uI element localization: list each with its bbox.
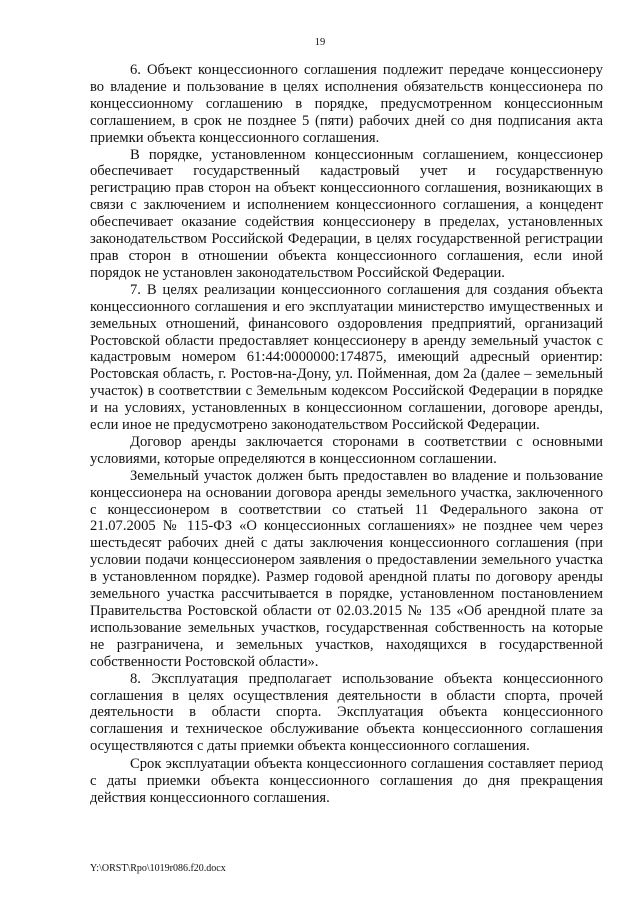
paragraph-registration: В порядке, установленном концессионным соглашением, концессионер обеспечивает государственный кадастровый учет и государственную регистрацию прав сторон на объект концессионного соглашения, возникающих в связи с заключением и исполнением концессионного соглашения, а концедент обеспечивает оказание содействия концессионеру в пределах, установленных законодательством Российской Федерации, в целях государственной регистрации прав сторон в отношении объекта концессионного соглашения, если иной порядок не установлен законодательством Российской Федерации. [90,146,603,281]
paragraph-clause-7: 7. В целях реализации концессионного соглашения для создания объекта концессионного соглашения и его эксплуатации министерство имущественных и земельных отношений, финансового оздоровления предприятий, организаций Ростовской области предоставляет концессионеру в аренду земельный участок с кадастровым номером 61:44:0000000:174875, имеющий адресный ориентир: Ростовская область, г. Ростов-на-Дону, ул. Пойменная, дом 2а (далее – земельный участок) в соответствии с Земельным кодексом Российской Федерации в порядке и на условиях, установленных в концессионном соглашении, договоре аренды, если иное не предусмотрено законодательством Российской Федерации. [90,281,603,434]
paragraph-land-plot: Земельный участок должен быть предоставлен во владение и пользование концессионера на основании договора аренды земельного участка, заключенного с концессионером в соответствии со статьей 11 Федерального закона от 21.07.2005 № 115-ФЗ «О концессионных соглашениях» не позднее чем через шестьдесят рабочих дней с даты заключения концессионного соглашения (при условии подачи концессионером заявления о предоставлении земельного участка в установленном порядке). Размер годовой арендной платы по договору аренды земельного участка рассчитывается в порядке, установленном постановлением Правительства Ростовской области от 02.03.2015 № 135 «Об арендной плате за использование земельных участков, государственная собственность на которые не разграничена, и земельных участков, находящихся в государственной собственности Ростовской области». [90,467,603,670]
paragraph-clause-8: 8. Эксплуатация предполагает использование объекта концессионного соглашения в целях осуществления деятельности в области спорта, прочей деятельности в области спорта. Эксплуатация объекта концессионного соглашения и техническое обслуживание объекта концессионного соглашения осуществляются с даты приемки объекта концессионного соглашения. [90,670,603,755]
paragraph-lease-agreement: Договор аренды заключается сторонами в соответствии с основными условиями, которые определяются в концессионном соглашении. [90,433,603,467]
footer-file-path: Y:\ORST\Rpo\1019r086.f20.docx [90,863,226,874]
page-number: 19 [314,37,326,48]
paragraph-clause-6: 6. Объект концессионного соглашения подлежит передаче концессионеру во владение и пользование в целях исполнения обязательств концессионера по концессионному соглашению в порядке, предусмотренном концессионным соглашением, в срок не позднее 5 (пяти) рабочих дней со дня подписания акта приемки объекта концессионного соглашения. [90,62,603,146]
paragraph-operation-term: Срок эксплуатации объекта концессионного соглашения составляет период с даты приемки объекта концессионного соглашения до дня прекращения действия концессионного соглашения. [90,756,603,806]
document-body [90,62,603,807]
